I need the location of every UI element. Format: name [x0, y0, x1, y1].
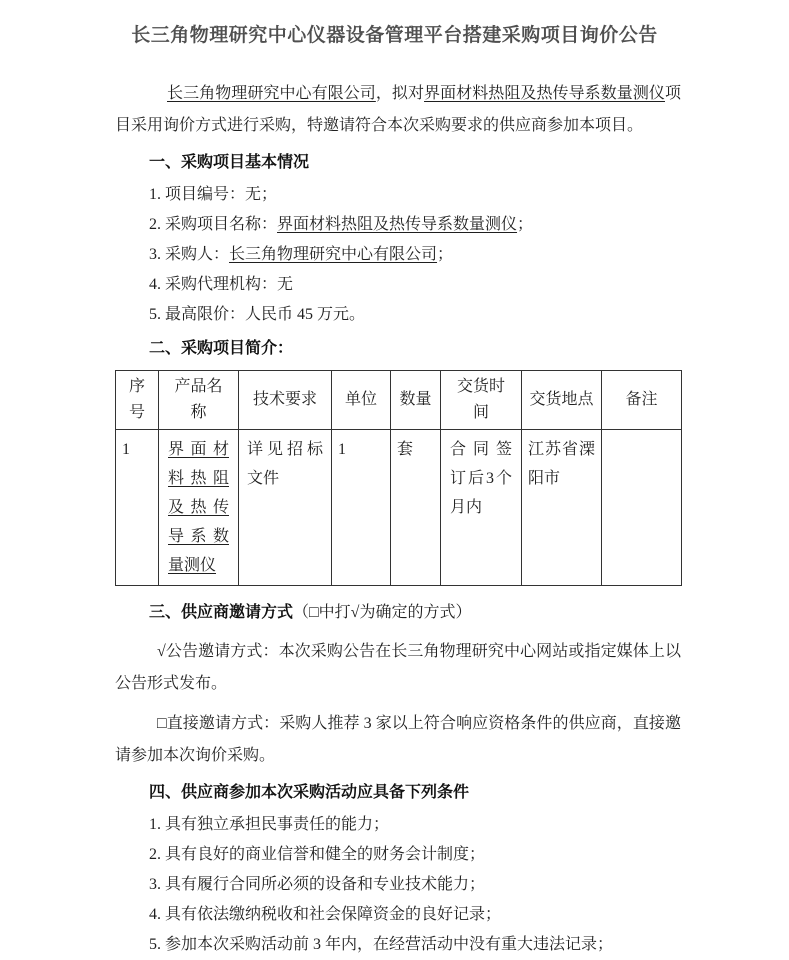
cell-tech-req: 详见招标文件 — [239, 430, 332, 586]
cell-product-name — [159, 430, 239, 586]
list-item-price-limit: 5. 最高限价：人民币 45 万元。 — [149, 306, 366, 323]
col-header-delivery-time: 交货时 间 — [441, 371, 522, 430]
section1-heading: 一、采购项目基本情况 — [149, 154, 310, 171]
section4-items — [115, 810, 681, 960]
list-item-condition-3: 3. 具有履行合同所必须的设备和专业技术能力； — [149, 876, 486, 893]
invite-direct-paragraph: □直接邀请方式：采购人推荐 3 家以上符合响应资格条件的供应商，直接邀请参加本次询价采购。 — [115, 715, 681, 764]
list-item-condition-2: 2. 具有良好的商业信誉和健全的财务会计制度； — [149, 846, 486, 863]
procurement-table — [115, 370, 682, 586]
section4-heading: 四、供应商参加本次采购活动应具备下列条件 — [149, 784, 470, 801]
list-item-condition-1: 1. 具有独立承担民事责任的能力； — [149, 816, 390, 833]
col-header-serial: 序 号 — [116, 371, 159, 430]
col-header-product-name: 产品名 称 — [159, 371, 239, 430]
page-title: 长三角物理研究中心仪器设备管理平台搭建采购项目询价公告 — [131, 25, 658, 46]
cell-quantity: 套 — [391, 430, 441, 586]
list-item-project-name: 2. 采购项目名称：界面材料热阻及热传导系数量测仪； — [149, 216, 534, 233]
section1-items — [115, 180, 681, 330]
col-header-tech-req: 技术要求 — [239, 371, 332, 430]
cell-unit: 1 — [332, 430, 391, 586]
intro-paragraph: 长三角物理研究中心有限公司，拟对界面材料热阻及热传导系数量测仪项目采用询价方式进行采购，特邀请符合本次采购要求的供应商参加本项目。 — [115, 85, 681, 134]
list-item-purchaser: 3. 采购人：长三角物理研究中心有限公司； — [149, 246, 454, 263]
list-item-condition-4: 4. 具有依法缴纳税收和社会保障资金的良好记录； — [149, 906, 502, 923]
list-item-agency: 4. 采购代理机构：无 — [149, 276, 294, 293]
table-header-row — [116, 371, 682, 430]
section3-heading: 三、供应商邀请方式（□中打√为确定的方式） — [149, 604, 472, 621]
list-item-project-number: 1. 项目编号：无； — [149, 186, 278, 203]
section2-heading: 二、采购项目简介： — [149, 340, 294, 357]
cell-delivery-time: 合同签订后3个月内 — [441, 430, 522, 586]
table-row — [116, 430, 682, 586]
document-content — [115, 78, 681, 960]
invite-public-paragraph: √公告邀请方式：本次采购公告在长三角物理研究中心网站或指定媒体上以公告形式发布。 — [115, 643, 681, 692]
cell-serial: 1 — [116, 430, 159, 586]
col-header-delivery-place: 交货地点 — [522, 371, 602, 430]
product-name-text: 界面材料热阻及热传导系数量测仪 — [168, 441, 229, 574]
list-item-condition-5: 5. 参加本次采购活动前 3 年内，在经营活动中没有重大违法记录； — [149, 936, 614, 953]
col-header-remark: 备注 — [602, 371, 682, 430]
col-header-unit: 单位 — [332, 371, 391, 430]
cell-remark — [602, 430, 682, 586]
col-header-quantity: 数量 — [391, 371, 441, 430]
cell-delivery-place: 江苏省溧阳市 — [522, 430, 602, 586]
